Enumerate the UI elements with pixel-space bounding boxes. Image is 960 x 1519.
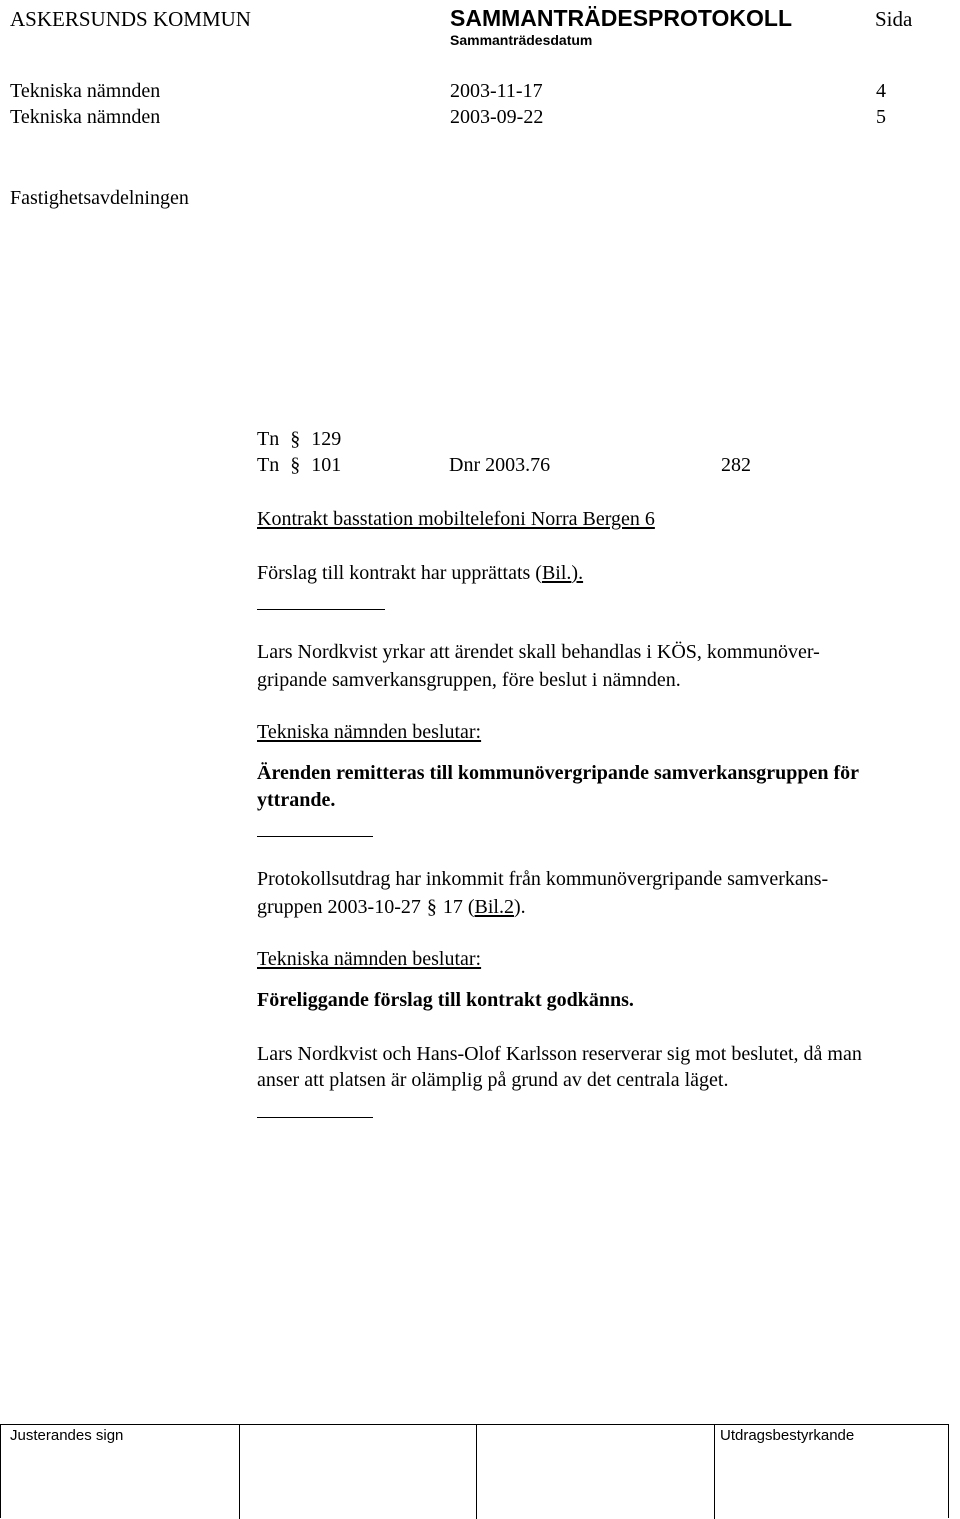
section-sign-icon: § bbox=[290, 428, 301, 450]
decision-heading: Tekniska nämnden beslutar: bbox=[257, 721, 482, 743]
meeting-body: Tekniska nämnden bbox=[10, 80, 161, 102]
paragraph-ref bbox=[257, 427, 341, 451]
tn-number: 129 bbox=[311, 428, 342, 450]
report-line-end: ). bbox=[513, 896, 526, 918]
extract-certification-label: Utdragsbestyrkande bbox=[720, 1427, 855, 1444]
separator-line bbox=[257, 1117, 373, 1118]
report-date: gruppen 2003-10-27 bbox=[257, 896, 421, 918]
meeting-date: 2003-11-17 bbox=[450, 80, 543, 102]
tn-prefix: Tn bbox=[257, 454, 280, 476]
meeting-body: Tekniska nämnden bbox=[10, 106, 161, 128]
attachment-link[interactable]: Bil.2 bbox=[474, 896, 514, 918]
proposal-text-start: Förslag till kontrakt har upprättats ( bbox=[257, 562, 542, 584]
page-label: Sida bbox=[875, 7, 913, 31]
tn-prefix: Tn bbox=[257, 428, 280, 450]
section-sign-icon: § bbox=[290, 454, 301, 476]
motion-line: Lars Nordkvist yrkar att ärendet skall behandlas i KÖS, kommunöver- bbox=[257, 641, 820, 663]
attachment-link[interactable]: Bil. bbox=[541, 562, 572, 584]
municipality-name: ASKERSUNDS KOMMUN bbox=[10, 7, 251, 31]
document-type: SAMMANTRÄDESPROTOKOLL bbox=[450, 5, 793, 31]
case-title: Kontrakt basstation mobiltelefoni Norra Bergen 6 bbox=[257, 508, 655, 530]
meeting-date-label: Sammanträdesdatum bbox=[450, 32, 593, 48]
decision-heading: Tekniska nämnden beslutar: bbox=[257, 948, 482, 970]
proposal-text bbox=[257, 561, 583, 585]
decision-text: yttrande. bbox=[257, 789, 336, 811]
signature-label: Justerandes sign bbox=[10, 1427, 124, 1444]
signature-cell-divider bbox=[239, 1425, 240, 1519]
proposal-text-end: ). bbox=[571, 562, 584, 584]
reservation-line: Lars Nordkvist och Hans-Olof Karlsson reserverar sig mot beslutet, då man bbox=[257, 1043, 862, 1065]
reservation-line: anser att platsen är olämplig på grund av det centrala läget. bbox=[257, 1069, 729, 1091]
motion-line: gripande samverkansgruppen, före beslut i nämnden. bbox=[257, 669, 681, 691]
meeting-page: 4 bbox=[876, 80, 886, 102]
report-paragraph: 17 ( bbox=[442, 896, 475, 918]
separator-line bbox=[257, 836, 373, 837]
signature-cell-divider bbox=[476, 1425, 477, 1519]
section-sign-icon: § bbox=[426, 896, 437, 918]
separator-line bbox=[257, 609, 385, 610]
meeting-date: 2003-09-22 bbox=[450, 106, 544, 128]
decision-text: Föreliggande förslag till kontrakt godkänns. bbox=[257, 989, 634, 1011]
diary-number: Dnr 2003.76 bbox=[449, 454, 551, 476]
department-name: Fastighetsavdelningen bbox=[10, 187, 189, 209]
decision-text: Ärenden remitteras till kommunövergripande samverkansgruppen för bbox=[257, 762, 860, 784]
diary-code: 282 bbox=[721, 454, 751, 476]
signature-cell-divider bbox=[714, 1425, 715, 1519]
report-line: Protokollsutdrag har inkommit från kommunövergripande samverkans- bbox=[257, 868, 829, 890]
meeting-page: 5 bbox=[876, 106, 886, 128]
signature-footer bbox=[0, 1424, 949, 1518]
tn-number: 101 bbox=[311, 454, 342, 476]
paragraph-ref bbox=[257, 453, 341, 477]
report-line bbox=[257, 895, 526, 919]
